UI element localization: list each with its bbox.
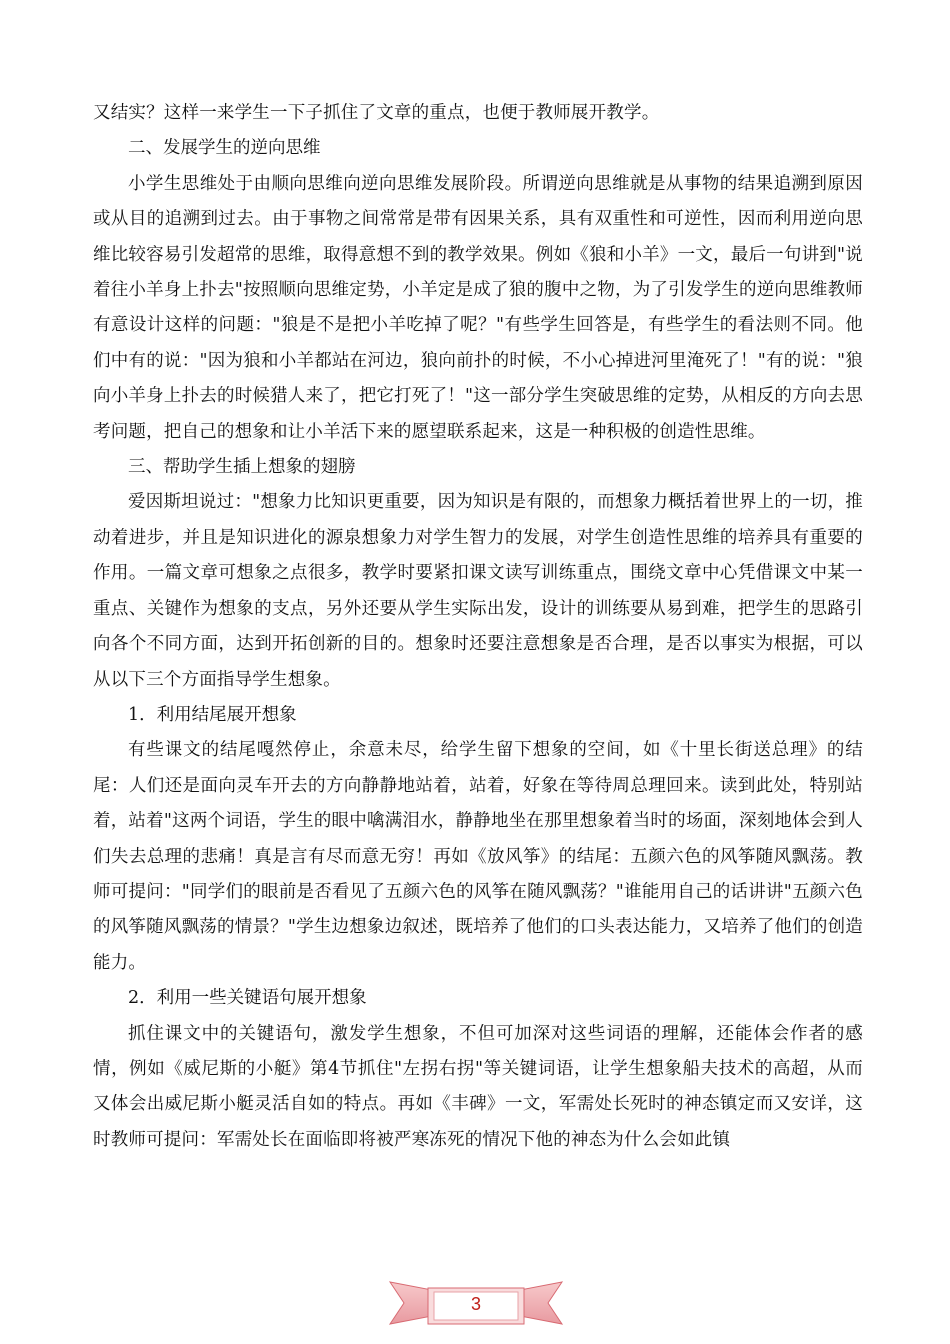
page-footer <box>388 1276 564 1334</box>
page-number: 3 <box>470 1294 481 1314</box>
subheading-ending-imagination: 1．利用结尾展开想象 <box>128 704 297 725</box>
paragraph-continuation: 又结实？这样一来学生一下子抓住了文章的重点，也便于教师展开教学。 <box>93 103 660 123</box>
section-heading-reverse-thinking: 二、发展学生的逆向思维 <box>128 138 321 159</box>
paragraph-ending-imagination: 有些课文的结尾嘎然停止，余意未尽，给学生留下想象的空间，如《十里长街送总理》的结尾：人们还是面向灵车开去的方向静静地站着，站着，好象在等待周总理回来。读到此处，特别站着，站着"这两个词语，学生的眼中噙满泪水，静静地坐在那里想象着当时的场面，深刻地体会到人们失去总理的悲痛！真是言有尽而意无穷！再如《放风筝》的结尾：五颜六色的风筝随风飘荡。教师可提问："同学们的眼前是否看见了五颜六色的风筝在随风飘荡？"谁能用自己的话讲讲"五颜六色的风筝随风飘荡的情景？"学生边想象边叙述，既培养了他们的口头表达能力，又培养了他们的创造能力。 <box>93 740 863 973</box>
subheading-key-sentences: 2．利用一些关键语句展开想象 <box>128 988 367 1009</box>
document-body <box>93 96 863 1158</box>
paragraph-imagination: 爱因斯坦说过："想象力比知识更重要，因为知识是有限的，而想象力概括着世界上的一切，推动着进步，并且是知识进化的源泉想象力对学生智力的发展，对学生创造性思维的培养具有重要的作用。一篇文章可想象之点很多，教学时要紧扣课文读写训练重点，围绕文章中心凭借课文中某一重点、关键作为想象的支点，另外还要从学生实际出发，设计的训练要从易到难，把学生的思路引向各个不同方面，达到开拓创新的目的。想象时还要注意想象是否合理，是否以事实为根据，可以从以下三个方面指导学生想象。 <box>93 492 863 690</box>
section-heading-imagination: 三、帮助学生插上想象的翅膀 <box>128 457 356 478</box>
paragraph-key-sentences: 抓住课文中的关键语句，激发学生想象，不但可加深对这些词语的理解，还能体会作者的感情，例如《威尼斯的小艇》第4节抓住"左拐右拐"等关键词语，让学生想象船夫技术的高超，从而又体会出威尼斯小艇灵活自如的特点。再如《丰碑》一文，军需处长死时的神态镇定而又安详，这时教师可提问：军需处长在面临即将被严寒冻死的情况下他的神态为什么会如此镇 <box>93 1023 863 1150</box>
paragraph-reverse-thinking: 小学生思维处于由顺向思维向逆向思维发展阶段。所谓逆向思维就是从事物的结果追溯到原因或从目的追溯到过去。由于事物之间常常是带有因果关系，具有双重性和可逆性，因而利用逆向思维比较容易引发超常的思维，取得意想不到的教学效果。例如《狼和小羊》一文，最后一句讲到"说着往小羊身上扑去"按照顺向思维定势，小羊定是成了狼的腹中之物，为了引发学生的逆向思维教师有意设计这样的问题："狼是不是把小羊吃掉了呢？"有些学生回答是，有些学生的看法则不同。他们中有的说："因为狼和小羊都站在河边，狼向前扑的时候，不小心掉进河里淹死了！"有的说："狼向小羊身上扑去的时候猎人来了，把它打死了！"这一部分学生突破思维的定势，从相反的方向去思考问题，把自己的想象和让小羊活下来的愿望联系起来，这是一种积极的创造性思维。 <box>93 173 863 442</box>
